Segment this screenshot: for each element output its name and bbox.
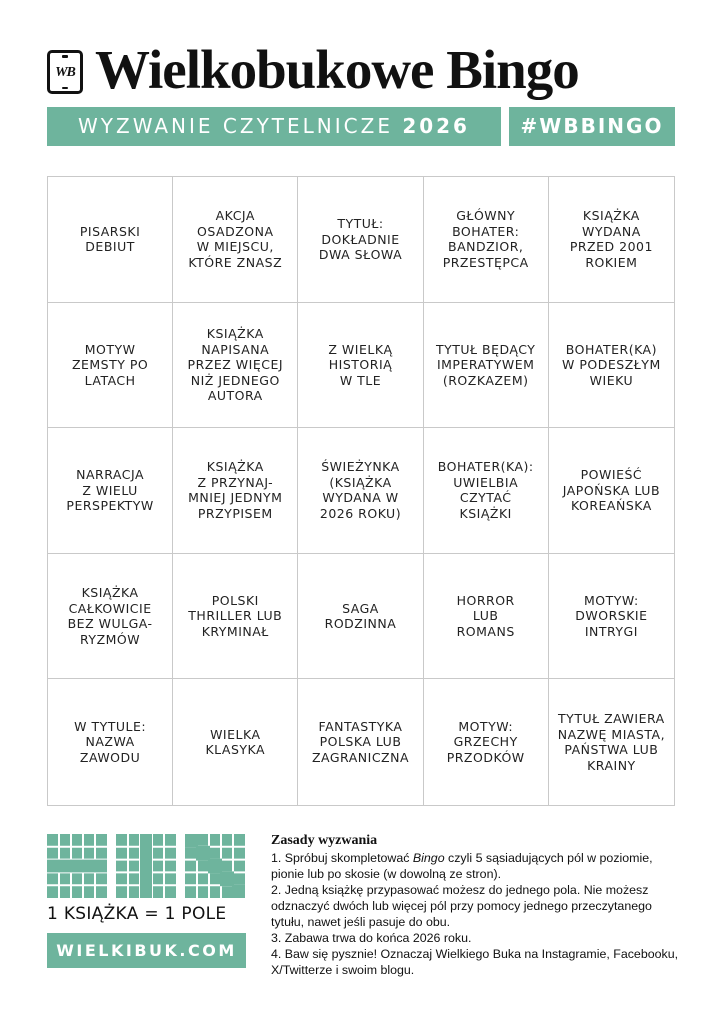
bingo-cell-label: PISARSKI DEBIUT	[79, 223, 141, 255]
bingo-cell[interactable]	[298, 554, 423, 680]
bingo-cell[interactable]	[549, 177, 674, 303]
bingo-cell[interactable]	[173, 303, 298, 429]
bingo-cell[interactable]	[549, 554, 674, 680]
bingo-cell[interactable]	[298, 679, 423, 805]
bingo-cell-label: GŁÓWNY BOHATER: BANDZIOR, PRZESTĘPCA	[442, 208, 529, 270]
bingo-cell[interactable]	[298, 428, 423, 554]
hashtag-banner: #WBBINGO	[509, 107, 675, 146]
bingo-cell-label: MOTYW: DWORSKIE INTRYGI	[575, 592, 648, 639]
logo-text: WB	[55, 65, 75, 80]
bingo-cell[interactable]	[48, 554, 173, 680]
bingo-cell-label: TYTUŁ ZAWIERA NAZWĘ MIASTA, PAŃSTWA LUB KRAINY	[557, 711, 666, 773]
bingo-cell-label: Z WIELKĄ HISTORIĄ W TLE	[328, 341, 393, 388]
bingo-cell[interactable]	[424, 177, 549, 303]
rules-title: Zasady wyzwania	[271, 833, 378, 848]
bingo-cell[interactable]	[549, 428, 674, 554]
bingo-cell-label: KSIĄŻKA CAŁKOWICIE BEZ WULGA- RYZMÓW	[67, 585, 153, 647]
bingo-cell[interactable]	[424, 428, 549, 554]
bingo-cell-label: KSIĄŻKA NAPISANA PRZEZ WIĘCEJ NIŻ JEDNEGO AUTORA	[187, 326, 284, 404]
header	[47, 40, 675, 100]
bingo-cell[interactable]	[48, 428, 173, 554]
bingo-cell[interactable]	[549, 303, 674, 429]
bingo-cell[interactable]	[424, 679, 549, 805]
bingo-cell[interactable]	[48, 303, 173, 429]
bingo-cell-label: KSIĄŻKA Z PRZYNAJ- MNIEJ JEDNYM PRZYPISEM	[188, 459, 283, 521]
bingo-cell-label: TYTUŁ: DOKŁADNIE DWA SŁOWA	[318, 216, 403, 263]
rule-1: 1. Spróbuj skompletować Bingo czyli 5 sąsiadujących pól w poziomie, pionie lub po skosie (w dowolną ze stron).	[271, 851, 653, 881]
bingo-cell[interactable]	[173, 554, 298, 680]
bingo-cell-label: MOTYW: GRZECHY PRZODKÓW	[446, 718, 525, 765]
rules-section	[271, 832, 686, 978]
bingo-cell-label: TYTUŁ BĘDĄCY IMPERATYWEM (ROZKAZEM)	[435, 341, 536, 388]
bingo-cell[interactable]	[173, 428, 298, 554]
bingo-cell-label: HORROR LUB ROMANS	[456, 592, 515, 639]
bingo-grid	[47, 176, 675, 806]
bingo-column-icon	[116, 834, 176, 898]
bingo-cell-label: POWIEŚĆ JAPOŃSKA LUB KOREAŃSKA	[562, 467, 661, 514]
bingo-diagonal-icon	[185, 834, 245, 898]
wb-logo-icon	[47, 50, 83, 94]
rule-equation: 1 KSIĄŻKA = 1 POLE	[47, 904, 227, 924]
bingo-cell[interactable]	[173, 177, 298, 303]
bingo-cell-label: BOHATER(KA) W PODESZŁYM WIEKU	[562, 341, 661, 388]
website-link[interactable]: WIELKIBUK.COM	[47, 933, 246, 968]
bingo-cell[interactable]	[48, 177, 173, 303]
rule-3: 3. Zabawa trwa do końca 2026 roku.	[271, 931, 472, 945]
bingo-cell-label: FANTASTYKA POLSKA LUB ZAGRANICZNA	[311, 718, 410, 765]
bingo-cell-label: BOHATER(KA): UWIELBIA CZYTAĆ KSIĄŻKI	[437, 459, 534, 521]
bingo-cell-label: ŚWIEŻYNKA (KSIĄŻKA WYDANA W 2026 ROKU)	[319, 459, 402, 521]
bingo-cell[interactable]	[48, 679, 173, 805]
challenge-banner	[47, 107, 501, 146]
bingo-cell[interactable]	[173, 679, 298, 805]
bingo-cell[interactable]	[298, 303, 423, 429]
bingo-cell-label: AKCJA OSADZONA W MIEJSCU, KTÓRE ZNASZ	[188, 208, 283, 270]
bingo-patterns	[47, 834, 245, 898]
bingo-cell[interactable]	[424, 303, 549, 429]
bingo-cell-label: MOTYW ZEMSTY PO LATACH	[71, 341, 149, 388]
page-title: Wielkobukowe Bingo	[95, 39, 579, 100]
bingo-cell-label: WIELKA KLASYKA	[205, 726, 266, 758]
bingo-cell-label: W TYTULE: NAZWA ZAWODU	[74, 718, 147, 765]
bingo-cell-label: SAGA RODZINNA	[324, 600, 397, 632]
bingo-cell[interactable]	[549, 679, 674, 805]
bingo-cell[interactable]	[298, 177, 423, 303]
bingo-cell-label: POLSKI THRILLER LUB KRYMINAŁ	[188, 592, 283, 639]
challenge-label: WYZWANIE CZYTELNICZE	[78, 114, 393, 138]
bingo-cell-label: NARRACJA Z WIELU PERSPEKTYW	[66, 467, 154, 514]
bingo-row-icon	[47, 834, 107, 898]
rule-2: 2. Jedną książkę przypasować możesz do jednego pola. Nie możesz odznaczyć dwóch lub więcej pól przy pomocy jednego przeczytanego tytułu, nawet jeśli pasuje do obu.	[271, 883, 652, 929]
rule-4: 4. Baw się pysznie! Oznaczaj Wielkiego Buka na Instagramie, Facebooku, X/Twitterze i swoim blogu.	[271, 947, 679, 977]
bingo-cell[interactable]	[424, 554, 549, 680]
bingo-cell-label: KSIĄŻKA WYDANA PRZED 2001 ROKIEM	[569, 208, 653, 270]
challenge-year: 2026	[402, 114, 470, 138]
